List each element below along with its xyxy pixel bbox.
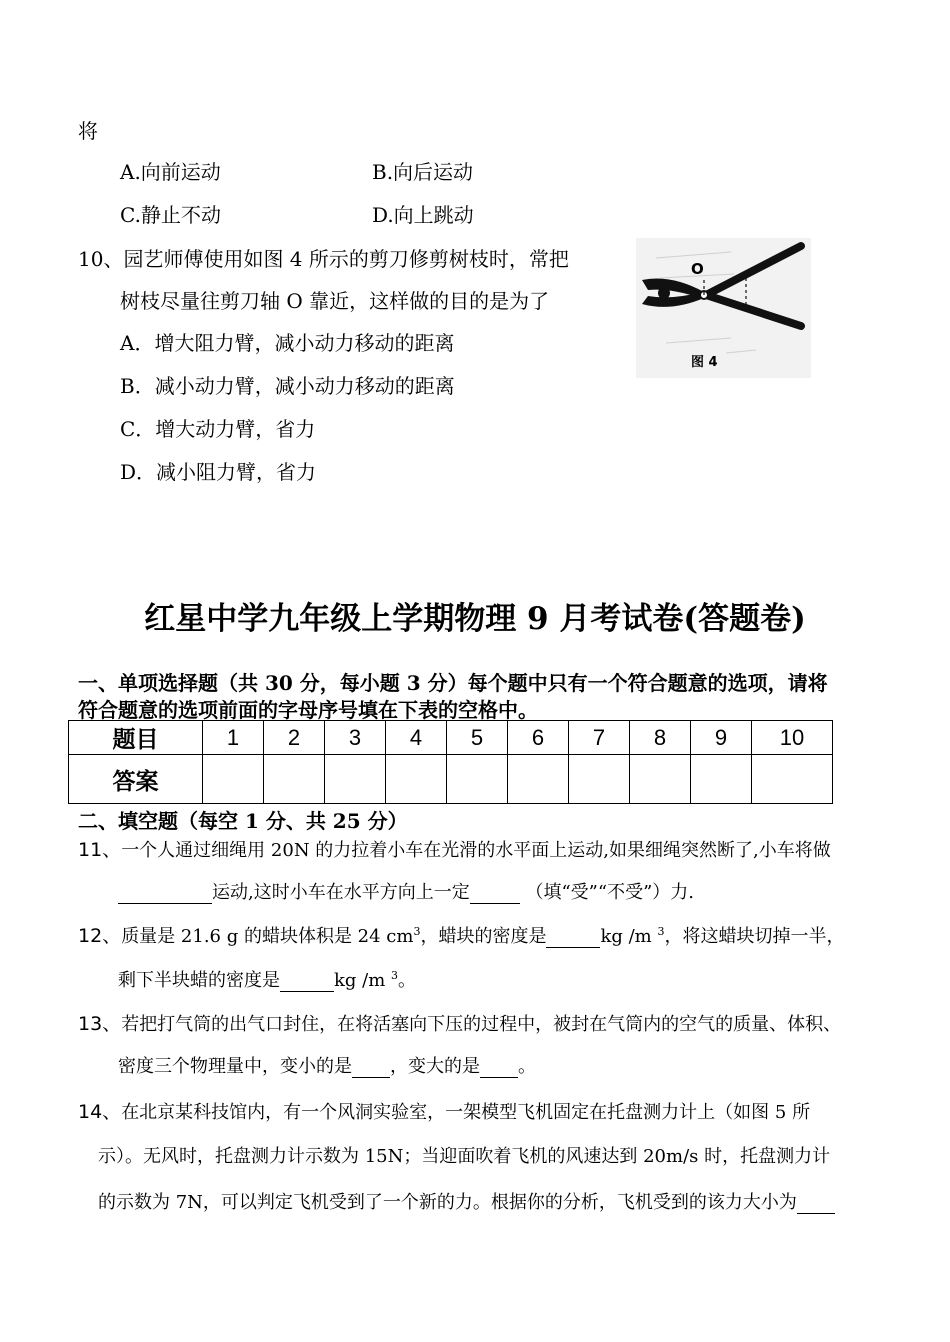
answer-cell[interactable]: [752, 755, 833, 804]
q11-blank-1[interactable]: [118, 882, 212, 904]
q13-line1: [78, 1009, 841, 1036]
answer-table: [68, 720, 833, 804]
q12-superscript: 3: [657, 925, 665, 938]
figure-4-scissors: [636, 238, 811, 378]
answer-cell[interactable]: [630, 755, 691, 804]
question-number-cell: 5: [447, 721, 508, 755]
q12-superscript: 3: [391, 969, 399, 982]
q13-text-line2b: ，变大的是: [390, 1056, 480, 1077]
q12-unit-2: kg /m: [334, 970, 386, 991]
answer-cell[interactable]: [447, 755, 508, 804]
q12-text-line2c: 。: [398, 970, 417, 991]
answer-table-header-row: [69, 721, 833, 755]
q12-blank-2[interactable]: [280, 970, 334, 992]
answer-cell[interactable]: [264, 755, 325, 804]
q10-option-c: C．增大动力臂，省力: [120, 417, 316, 441]
header-label-cell: 题目: [69, 721, 203, 755]
answer-cell[interactable]: [325, 755, 386, 804]
section1-instructions-line2: 符合题意的选项前面的字母序号填在下表的空格中。: [78, 698, 538, 722]
q13-blank-1[interactable]: [352, 1056, 390, 1078]
q12-line1: [78, 921, 844, 948]
question-number-cell: 3: [325, 721, 386, 755]
q14-text-line3: 的示数为 7N，可以判定飞机受到了一个新的力。根据你的分析，飞机受到的该力大小为: [98, 1192, 797, 1213]
q13-blank-2[interactable]: [480, 1056, 518, 1078]
q12-text-line2a: 剩下半块蜡的密度是: [118, 970, 280, 991]
answer-table-answer-row: [69, 755, 833, 804]
answer-cell[interactable]: [691, 755, 752, 804]
q10-line1: [78, 243, 569, 272]
q14-line1: [78, 1097, 810, 1124]
question-number-cell: 8: [630, 721, 691, 755]
q12-text-line1b: ，蜡块的密度是: [420, 926, 547, 947]
answer-cell[interactable]: [508, 755, 569, 804]
figure-4-pivot-label: O: [691, 260, 704, 278]
question-number-cell: 7: [569, 721, 630, 755]
q11-line1: [78, 835, 831, 862]
q9-tail-text: 将: [78, 119, 98, 143]
q12-blank-1[interactable]: [546, 926, 600, 948]
q12-superscript: 3: [413, 925, 421, 938]
q10-number: 10、: [78, 247, 124, 271]
q12-unit-1: kg /m: [600, 926, 652, 947]
q11-text-line1: 一个人通过细绳用 20N 的力拉着小车在光滑的水平面上运动,如果细绳突然断了,小车将做: [121, 840, 831, 861]
q12-text-line1d: ，将这蜡块切掉一半，: [664, 926, 845, 947]
q13-text-line2a: 密度三个物理量中，变小的是: [118, 1056, 352, 1077]
q14-text-line2: 示）。无风时，托盘测力计示数为 15N；当迎面吹着飞机的风速达到 20m/s 时，托盘测力计: [98, 1146, 831, 1167]
q10-text-line1: 园艺师傅使用如图 4 所示的剪刀修剪树枝时，常把: [123, 247, 569, 271]
question-number-cell: 2: [264, 721, 325, 755]
q11-number: 11、: [78, 839, 122, 861]
q12-number: 12、: [78, 925, 122, 947]
q12-line2: [118, 966, 416, 992]
q14-text-line1: 在北京某科技馆内，有一个风洞实验室，一架模型飞机固定在托盘测力计上（如图 5 所: [121, 1102, 811, 1123]
q9-option-d: D.向上跳动: [372, 203, 474, 227]
q10-option-a: A．增大阻力臂，减小动力移动的距离: [120, 331, 455, 355]
answer-cell[interactable]: [569, 755, 630, 804]
q11-blank-2[interactable]: [470, 882, 520, 904]
question-number-cell: 9: [691, 721, 752, 755]
q12-text-line1a: 质量是 21.6 g 的蜡块体积是 24 cm: [121, 926, 414, 947]
scissors-icon: [636, 238, 811, 378]
q10-option-d: D．减小阻力臂，省力: [120, 460, 317, 484]
q11-text-line2a: 运动,这时小车在水平方向上一定: [212, 882, 470, 903]
q13-number: 13、: [78, 1013, 122, 1035]
section2-heading: 二、填空题（每空 1 分、共 25 分）: [78, 809, 408, 833]
answer-label-cell: 答案: [69, 755, 203, 804]
answer-sheet-title: 红星中学九年级上学期物理 9 月考试卷(答题卷): [144, 601, 806, 637]
question-number-cell: 10: [752, 721, 833, 755]
q14-blank-1[interactable]: [797, 1192, 835, 1214]
section1-instructions-line1: 一、单项选择题（共 30 分，每小题 3 分）每个题中只有一个符合题意的选项，请将: [78, 671, 828, 695]
q9-option-a: A.向前运动: [120, 160, 221, 184]
q9-option-b: B.向后运动: [372, 160, 474, 184]
question-number-cell: 6: [508, 721, 569, 755]
q14-line3: [98, 1188, 835, 1214]
question-number-cell: 4: [386, 721, 447, 755]
figure-4-caption: 图 4: [691, 355, 718, 370]
q10-text-line2: 树枝尽量往剪刀轴 O 靠近，这样做的目的是为了: [120, 289, 550, 313]
q13-text-line1: 若把打气筒的出气口封住，在将活塞向下压的过程中，被封在气筒内的空气的质量、体积、: [121, 1014, 842, 1035]
question-number-cell: 1: [203, 721, 264, 755]
answer-cell[interactable]: [386, 755, 447, 804]
q9-option-c: C.静止不动: [120, 203, 221, 227]
answer-cell[interactable]: [203, 755, 264, 804]
q11-text-line2b: （填“受”“不受”）力.: [525, 882, 694, 903]
q11-line2: [118, 878, 694, 904]
q14-number: 14、: [78, 1101, 122, 1123]
q13-text-line2c: 。: [518, 1056, 536, 1077]
q13-line2: [118, 1052, 536, 1078]
q10-option-b: B．减小动力臂，减小动力移动的距离: [120, 374, 455, 398]
